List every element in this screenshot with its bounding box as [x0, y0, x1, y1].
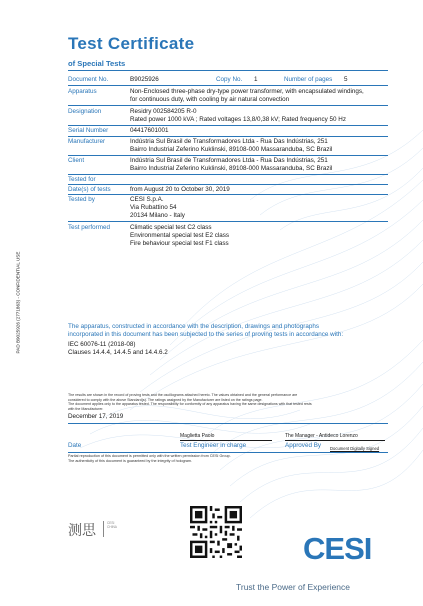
divider — [68, 221, 388, 222]
designation-label: Designation — [68, 108, 102, 115]
manufacturer-line-1: Indústria Sul Brasil de Transformadores Ltda - Rua Das Indústrias, 251 — [130, 138, 328, 145]
divider — [68, 423, 388, 424]
pages-number: 5 — [344, 76, 348, 83]
test-dates: from August 20 to October 30, 2019 — [130, 186, 230, 193]
client-line-1: Indústria Sul Brasil de Transformadores Ltda - Rua Das Indústrias, 251 — [130, 157, 328, 164]
divider — [68, 452, 388, 453]
tested-by-line-2: Via Rubattino 54 — [130, 204, 177, 211]
partner-logo — [103, 521, 134, 537]
designation-line-2: Rated power 1000 kVA ; Rated voltages 13,8/0,38 kV; Rated frequency 50 Hz — [130, 116, 346, 123]
pages-label: Number of pages — [284, 76, 333, 83]
test-performed-line-3: Fire behaviour special test F1 class — [130, 240, 229, 247]
divider — [68, 125, 388, 126]
apparatus-line-2: for continuous duty, with cooling by air natural convection — [130, 96, 290, 103]
fine-print-line-1: The results are shown in the record of proving tests and the oscillograms attached hereto. The values obtained and the general performance are — [68, 393, 298, 397]
apparatus-label: Apparatus — [68, 88, 97, 95]
page-title: Test Certificate — [68, 34, 195, 53]
copy-label: Copy No. — [216, 76, 243, 83]
divider — [68, 184, 388, 185]
fine-print-line-3: The document applies only to the apparatus tested. The responsibility for conformity of any apparatus having the same designations with that tested rests — [68, 402, 312, 407]
partner-logo-line-2: CHINA — [107, 525, 117, 529]
divider — [68, 70, 388, 71]
fine-print-line-2: considered to comply with the above Standard(s). The ratings assigned by the Manufacturer are listed on the ratings page. — [68, 397, 263, 402]
partner-logo-line-1: CESI — [107, 521, 115, 525]
divider — [68, 174, 388, 175]
side-reference: PAD B9025926 (2771863) - CONFIDENTIAL USE — [15, 251, 21, 354]
dates-label: Date(s) of tests — [68, 186, 111, 193]
serial-label: Serial Number — [68, 127, 109, 134]
manufacturer-line-2: Bairro Industrial Zeferino Kuklinski, 89108-000 Massaranduba, SC Brazil — [130, 146, 333, 153]
designation-line-1: Residry 002584205 R-0 — [130, 108, 197, 115]
client-line-2: Bairro Industrial Zeferino Kuklinski, 89108-000 Massaranduba, SC Brazil — [130, 165, 333, 172]
client-label: Client — [68, 157, 85, 164]
cesi-logo: CESI — [303, 531, 372, 566]
digitally-signed-note: Document Digitally Signed — [330, 446, 380, 451]
tested-by-line-3: 20134 Milano - Italy — [130, 212, 185, 219]
tagline: Trust the Power of Experience — [236, 582, 351, 592]
statement-line-2: incorporated in this document has been subjected to the series of proving tests in accordance with: — [68, 331, 344, 338]
authenticity-note: The authenticity of this document is guaranteed by the integrity of hologram. — [68, 459, 193, 463]
date-label: Date — [68, 442, 82, 449]
apparatus-line-1: Non-Enclosed three-phase dry-type power transformer, with encapsulated windings, — [130, 88, 364, 95]
issue-date: December 17, 2019 — [68, 413, 124, 420]
manufacturer-label: Manufacturer — [68, 138, 106, 145]
document-number: B9025926 — [130, 76, 159, 83]
divider — [68, 85, 388, 86]
engineer-label: Test Engineer in charge — [180, 442, 247, 449]
statement-line-1: The apparatus, constructed in accordance with the description, drawings and photographs — [68, 323, 319, 330]
divider — [68, 155, 388, 156]
tested-for-label: Tested for — [68, 176, 96, 183]
divider — [68, 105, 388, 106]
test-performed-line-2: Environmental special test E2 class — [130, 232, 230, 239]
divider — [68, 136, 388, 137]
reproduction-note: Partial reproduction of this document is permitted only with the written permission from CESI Group. — [68, 454, 231, 458]
tested-by-line-1: CESI S.p.A. — [130, 196, 164, 203]
chinese-mark: 测思 — [68, 523, 96, 539]
copy-number: 1 — [254, 76, 258, 83]
manager-name: The Manager - Antideco Lorenzo — [285, 433, 358, 439]
tested-by-label: Tested by — [68, 196, 95, 203]
divider — [68, 194, 388, 195]
approved-label: Approved By — [285, 442, 322, 449]
page-subtitle: of Special Tests — [68, 59, 126, 68]
test-performed-line-1: Climatic special test C2 class — [130, 224, 212, 231]
serial-number: 04417601001 — [130, 127, 169, 134]
manager-signature-line — [285, 440, 385, 441]
standard-reference: IEC 60076-11 (2018-08) — [68, 341, 136, 348]
engineer-signature-line — [180, 440, 272, 441]
qr-code — [190, 506, 242, 558]
engineer-name: Maglietta Paolo — [180, 433, 215, 439]
document-label: Document No. — [68, 76, 109, 83]
fine-print-line-4: with the Manufacturer. — [68, 406, 104, 411]
standard-clauses: Clauses 14.4.4, 14.4.5 and 14.4.6.2 — [68, 349, 168, 356]
test-performed-label: Test performed — [68, 224, 110, 231]
